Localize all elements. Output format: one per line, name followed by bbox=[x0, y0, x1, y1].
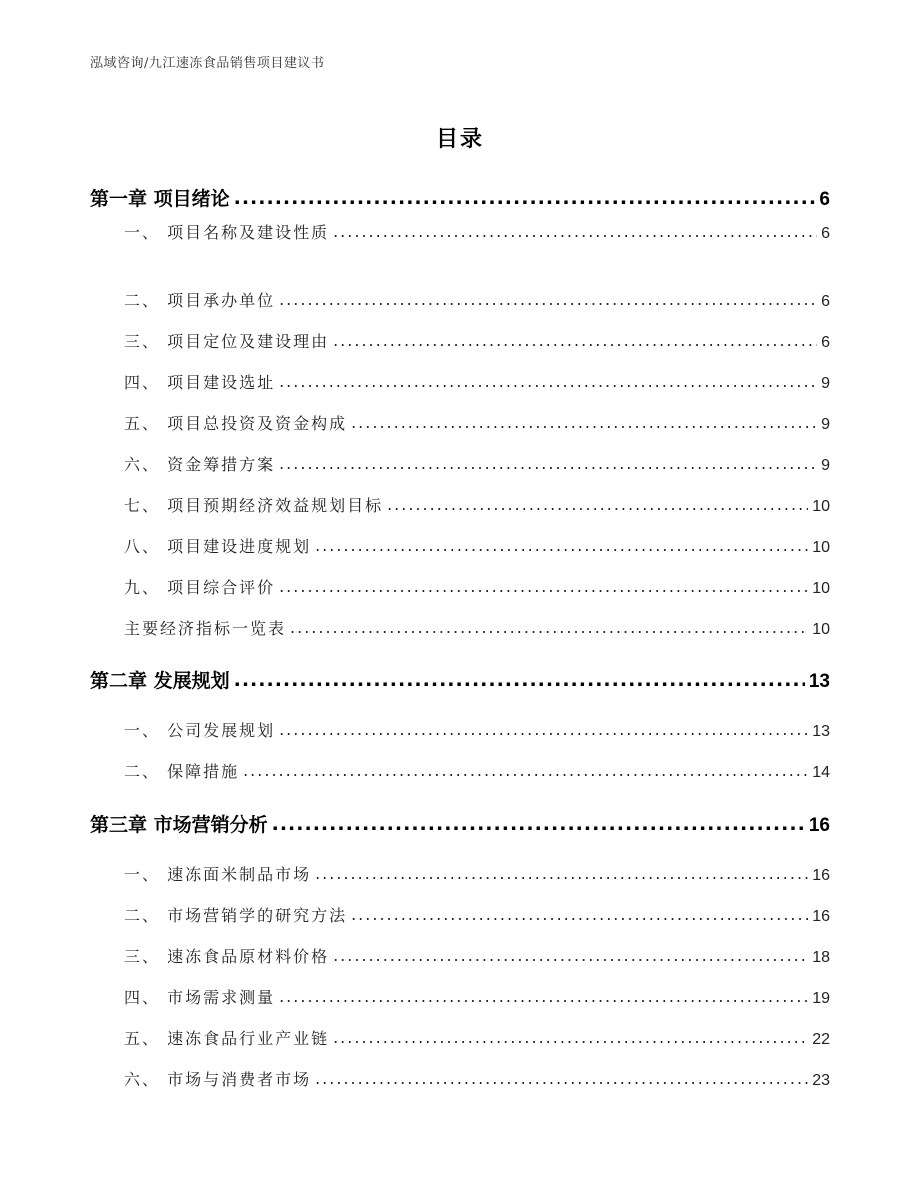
toc-entry-label: 八、 项目建设进度规划 bbox=[124, 537, 312, 556]
dot-leader bbox=[272, 813, 805, 835]
toc-entry-label: 四、 项目建设选址 bbox=[124, 373, 276, 392]
dot-leader bbox=[333, 946, 808, 965]
toc-entry-label: 四、 市场需求测量 bbox=[124, 988, 276, 1007]
toc-page-number: 10 bbox=[812, 580, 830, 597]
toc-entry-label: 六、 市场与消费者市场 bbox=[124, 1070, 312, 1089]
dot-leader bbox=[315, 1069, 808, 1088]
dot-leader bbox=[279, 372, 817, 391]
toc-page-number: 16 bbox=[808, 815, 830, 836]
dot-leader bbox=[290, 618, 808, 637]
toc-page-number: 9 bbox=[821, 457, 830, 474]
toc-section[interactable] bbox=[90, 616, 830, 639]
toc-page-number: 22 bbox=[812, 1031, 830, 1048]
toc-section[interactable] bbox=[90, 452, 830, 475]
toc-entry-label: 三、 项目定位及建设理由 bbox=[124, 332, 330, 351]
toc-entry-label: 第一章 项目绪论 bbox=[90, 188, 230, 210]
toc-entry-label: 七、 项目预期经济效益规划目标 bbox=[124, 496, 384, 515]
toc-section[interactable] bbox=[90, 718, 830, 741]
toc-entry-label: 六、 资金筹措方案 bbox=[124, 455, 276, 474]
dot-leader bbox=[315, 536, 808, 555]
dot-leader bbox=[387, 495, 808, 514]
page-title: 目录 bbox=[435, 127, 484, 152]
toc-section[interactable] bbox=[90, 329, 830, 352]
toc-section[interactable] bbox=[90, 288, 830, 311]
toc-page-number: 14 bbox=[812, 764, 830, 781]
toc-page-number: 10 bbox=[812, 539, 830, 556]
dot-leader bbox=[234, 187, 816, 209]
toc-entry-label: 五、 项目总投资及资金构成 bbox=[124, 414, 348, 433]
toc-page-number: 16 bbox=[812, 908, 830, 925]
toc-entry-label: 三、 速冻食品原材料价格 bbox=[124, 947, 330, 966]
toc-page-number: 19 bbox=[812, 990, 830, 1007]
toc-chapter-3[interactable] bbox=[90, 810, 830, 837]
toc-section[interactable] bbox=[90, 493, 830, 516]
toc-entry-label: 第三章 市场营销分析 bbox=[90, 814, 268, 836]
toc-page-number: 18 bbox=[812, 949, 830, 966]
toc-section[interactable] bbox=[90, 411, 830, 434]
toc-entry-label: 主要经济指标一览表 bbox=[124, 619, 287, 638]
toc-page-number: 13 bbox=[808, 671, 830, 692]
running-header: 泓域咨询/九江速冻食品销售项目建议书 bbox=[90, 56, 325, 71]
toc-section[interactable] bbox=[90, 534, 830, 557]
toc-page-number: 23 bbox=[812, 1072, 830, 1089]
dot-leader bbox=[333, 1028, 808, 1047]
toc-section[interactable] bbox=[90, 862, 830, 885]
toc-section[interactable] bbox=[90, 759, 830, 782]
toc-chapter-1[interactable] bbox=[90, 184, 830, 211]
dot-leader bbox=[351, 413, 817, 432]
toc-entry-label: 一、 项目名称及建设性质 bbox=[124, 223, 330, 242]
toc-page-number: 13 bbox=[812, 723, 830, 740]
toc-page-number: 6 bbox=[819, 189, 830, 210]
toc-page-number: 6 bbox=[821, 225, 830, 242]
toc-page-number: 6 bbox=[821, 334, 830, 351]
toc-entry-label: 第二章 发展规划 bbox=[90, 670, 230, 692]
dot-leader bbox=[279, 577, 808, 596]
toc-page-number: 6 bbox=[821, 293, 830, 310]
toc-page-number: 10 bbox=[812, 621, 830, 638]
toc-section[interactable] bbox=[90, 220, 830, 243]
toc-entry-label: 二、 市场营销学的研究方法 bbox=[124, 906, 348, 925]
dot-leader bbox=[333, 222, 817, 241]
toc-section[interactable] bbox=[90, 985, 830, 1008]
dot-leader bbox=[279, 720, 808, 739]
dot-leader bbox=[279, 987, 808, 1006]
toc-entry-label: 二、 保障措施 bbox=[124, 762, 240, 781]
dot-leader bbox=[279, 454, 817, 473]
toc-page-number: 9 bbox=[821, 416, 830, 433]
toc-page-number: 9 bbox=[821, 375, 830, 392]
dot-leader bbox=[351, 905, 808, 924]
toc-entry-label: 一、 速冻面米制品市场 bbox=[124, 865, 312, 884]
dot-leader bbox=[333, 331, 817, 350]
toc-entry-label: 二、 项目承办单位 bbox=[124, 291, 276, 310]
dot-leader bbox=[234, 669, 805, 691]
dot-leader bbox=[315, 864, 808, 883]
toc-chapter-2[interactable] bbox=[90, 666, 830, 693]
toc-entry-label: 一、 公司发展规划 bbox=[124, 721, 276, 740]
dot-leader bbox=[243, 761, 808, 780]
toc-entry-label: 五、 速冻食品行业产业链 bbox=[124, 1029, 330, 1048]
toc-page-number: 10 bbox=[812, 498, 830, 515]
toc-section[interactable] bbox=[90, 1067, 830, 1090]
toc-page-number: 16 bbox=[812, 867, 830, 884]
toc-entry-label: 九、 项目综合评价 bbox=[124, 578, 276, 597]
toc-section[interactable] bbox=[90, 370, 830, 393]
dot-leader bbox=[279, 290, 817, 309]
toc-section[interactable] bbox=[90, 903, 830, 926]
toc-section[interactable] bbox=[90, 944, 830, 967]
toc-section[interactable] bbox=[90, 575, 830, 598]
toc-section[interactable] bbox=[90, 1026, 830, 1049]
